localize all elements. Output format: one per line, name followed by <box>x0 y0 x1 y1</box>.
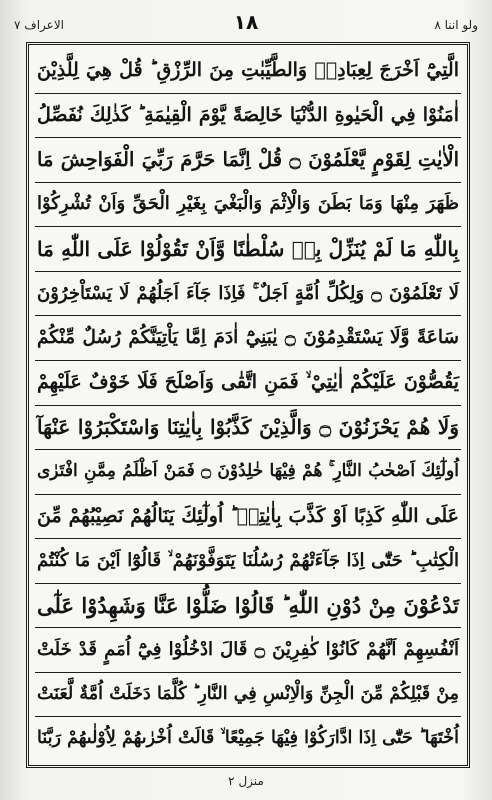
text-line <box>35 138 461 183</box>
text-line <box>35 450 461 495</box>
line-text: بِاللّٰهِ مَا لَمْ يُنَزِّلْ بِهٖ سُلْطٰنًا وَّاَنْ تَقُوْلُوْا عَلَى اللّٰهِ مَا <box>37 237 459 262</box>
text-line <box>35 49 461 94</box>
text-line <box>35 584 461 629</box>
line-text: وَلَا هُمْ يَحْزَنُوْنَ ۝ وَالَّذِيْنَ كَذَّبُوْا بِاٰيٰتِنَا وَاسْتَكْبَرُوْا عَنْهَآ <box>37 415 459 440</box>
text-line <box>35 628 461 673</box>
line-text: الْاٰيٰتِ لِقَوْمٍ يَّعْلَمُوْنَ ۝ قُلْ اِنَّمَا حَرَّمَ رَبِّيَ الْفَوَاحِشَ مَا <box>37 148 459 172</box>
text-line <box>35 495 461 540</box>
surah-name-header: الاعراف ٧ <box>14 18 64 32</box>
line-text: الَّتِيْٓ اَخْرَجَ لِعِبَادِهٖ وَالطَّيِّبٰتِ مِنَ الرِّزْقِ ؕ قُلْ هِيَ لِلَّذِيْنَ <box>37 59 459 82</box>
line-text: يَقُصُّوْنَ عَلَيْكُمْ اٰيٰتِيْ ۙ فَمَنِ اتَّقٰى وَاَصْلَحَ فَلَا خَوْفٌ عَلَيْهِمْ <box>37 371 459 394</box>
text-line <box>35 361 461 406</box>
line-text: اُولٰٓئِكَ اَصْحٰبُ النَّارِ ۚ هُمْ فِيْهَا خٰلِدُوْنَ ۝ فَمَنْ اَظْلَمُ مِمَّنِ افْتَرٰى <box>37 461 459 482</box>
page-header <box>14 10 478 40</box>
juz-name-header: ولو اننا ٨ <box>434 18 478 32</box>
line-text: الْكِتٰبِ ؕ حَتّٰٓى اِذَا جَآءَتْهُمْ رُسُلُنَا يَتَوَفَّوْنَهُمْ ۙ قَالُوْٓا اَيْنَ مَا كُنْتُمْ <box>37 549 459 571</box>
line-text: اَنْفُسِهِمْ اَنَّهُمْ كَانُوْا كٰفِرِيْنَ ۝ قَالَ ادْخُلُوْا فِيْٓ اُمَمٍ قَدْ خَلَتْ <box>37 639 459 661</box>
text-line <box>35 183 461 228</box>
line-text: اٰمَنُوْا فِي الْحَيٰوةِ الدُّنْيَا خَالِصَةً يَّوْمَ الْقِيٰمَةِ ؕ كَذٰلِكَ نُفَصِّلُ <box>37 103 459 126</box>
text-line <box>35 94 461 139</box>
text-line <box>35 539 461 584</box>
line-text: سَاعَةً وَّلَا يَسْتَقْدِمُوْنَ ۝ يٰبَنِيْٓ اٰدَمَ اِمَّا يَاْتِيَنَّكُمْ رُسُلٌ مِّنْكُمْ <box>37 326 459 348</box>
text-lines <box>35 49 461 761</box>
page-number: ۱۸ <box>233 10 259 34</box>
line-text: اُخْتَهَا ؕ حَتّٰٓى اِذَا ادَّارَكُوْا فِيْهَا جَمِيْعًا ۙ قَالَتْ اُخْرٰىهُمْ لِاُوْلٰىهُمْ رَبَّنَا <box>37 728 459 749</box>
text-line <box>35 717 461 761</box>
line-text: ظَهَرَ مِنْهَا وَمَا بَطَنَ وَالْاِثْمَ وَالْبَغْيَ بِغَيْرِ الْحَقِّ وَاَنْ تُشْرِكُوْا <box>37 193 459 215</box>
text-frame <box>26 42 470 768</box>
line-text: مِنْ قَبْلِكُمْ مِّنَ الْجِنِّ وَالْاِنْسِ فِي النَّارِ ؕ كُلَّمَا دَخَلَتْ اُمَّةٌ لَّعَنَتْ <box>37 683 459 704</box>
manzil-footer: منزل ۲ <box>228 774 264 788</box>
text-line <box>35 673 461 718</box>
line-text: عَلَى اللّٰهِ كَذِبًا اَوْ كَذَّبَ بِاٰيٰتِهٖ ؕ اُولٰٓئِكَ يَنَالُهُمْ نَصِيْبُهُمْ مِّنَ <box>37 504 459 527</box>
text-line <box>35 272 461 317</box>
text-line <box>35 316 461 361</box>
line-text: لَا تَعْلَمُوْنَ ۝ وَلِكُلِّ اُمَّةٍ اَجَلٌ ۚ فَاِذَا جَآءَ اَجَلُهُمْ لَا يَسْتَاْخِرُوْنَ <box>37 282 459 304</box>
text-line <box>35 227 461 272</box>
text-line <box>35 406 461 451</box>
line-text: تَدْعُوْنَ مِنْ دُوْنِ اللّٰهِ ؕ قَالُوْا ضَلُّوْا عَنَّا وَشَهِدُوْا عَلٰٓى <box>37 593 459 619</box>
